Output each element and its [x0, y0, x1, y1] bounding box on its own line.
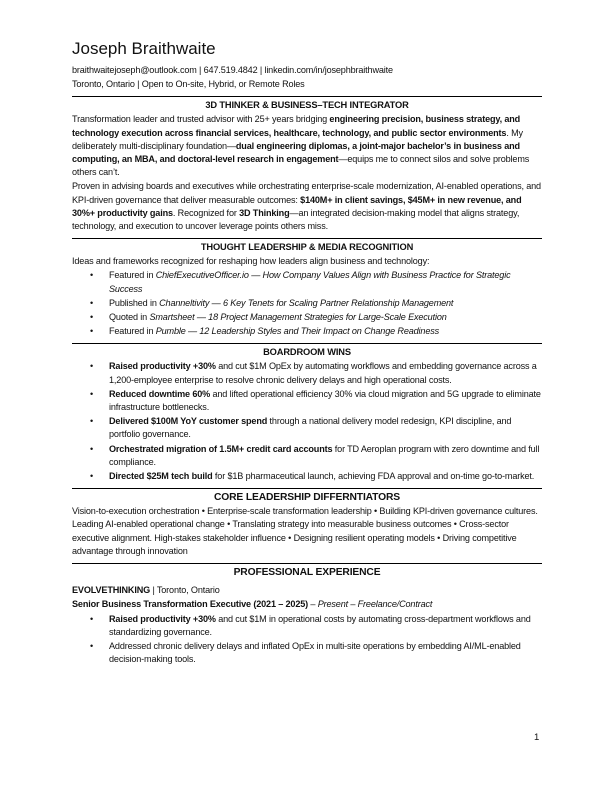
list-item: • Published in Channeltivity — 6 Key Tenets for Scaling Partner Relationship Management: [90, 297, 454, 308]
core-text: Vision-to-execution orchestration • Enterprise-scale transformation leadership • Building KPI-driven governance cultures. Leading AI-enabled operational change • Translating strategy into measurable business outcomes • Cross-sector executive alignment. High-stakes stakeholder influence • Designing resilient operating models • Driving competitive advantage through innovation: [72, 506, 538, 556]
company-line: EVOLVETHINKING | Toronto, Ontario: [72, 585, 220, 596]
divider: [72, 96, 542, 97]
summary-section: [72, 99, 542, 233]
list-item: • Quoted in Smartsheet — 18 Project Management Strategies for Large-Scale Execution: [90, 312, 447, 323]
summary-paragraph-2: Proven in advising boards and executives while orchestrating enterprise-scale modernization, AI-enabled operations, and KPI-driven governance that deliver measurable outcomes: $140M+ in client savings, $45M+ in new revenue, and 30%+ productivity gains. Recognized for 3D Thinking—an integrated decision-making model that aligns strategy, technology, and execution to uncover leverage points others miss.: [72, 181, 541, 232]
experience-section: [72, 566, 542, 666]
divider: [72, 238, 542, 239]
list-item: • Orchestrated migration of 1.5M+ credit card accounts for TD Aeroplan program with zero downtime and full compliance.: [90, 443, 540, 467]
resume-page: [72, 38, 542, 667]
role-line: Senior Business Transformation Executive (2021 – 2025) – Present – Freelance/Contract: [72, 599, 433, 610]
summary-paragraph-1: Transformation leader and trusted advisor with 25+ years bridging engineering precision, business strategy, and technology execution across financial services, healthcare, technology, and public sector environments. My deliberately multi-disciplinary foundation—dual engineering diplomas, a joint-major bachelor’s in business and computing, an MBA, and doctoral-level research in engagement—equips me to connect silos and solve problems others can’t.: [72, 114, 530, 178]
thought-intro: Ideas and frameworks recognized for reshaping how leaders align business and technology:: [72, 256, 430, 267]
candidate-name: Joseph Braithwaite: [72, 39, 216, 58]
list-item: • Addressed chronic delivery delays and inflated OpEx in multi-site operations by embedding AI/ML-enabled decision-making tools.: [90, 640, 521, 665]
list-item: • Delivered $100M YoY customer spend through a national delivery model redesign, KPI discipline, and portfolio governance.: [90, 416, 512, 440]
boardroom-wins-section: [72, 346, 542, 483]
list-item: • Reduced downtime 60% and lifted operational efficiency 30% via cloud migration and 5G upgrade to eliminate infrastructure bottlenecks.: [90, 388, 541, 413]
divider: [72, 343, 542, 344]
wins-heading: BOARDROOM WINS: [263, 347, 351, 358]
list-item: • Raised productivity +30% and cut $1M OpEx by automating workflows and embedding governance across a 1,200-employee enterprise to resolve chronic delivery delays and high operational costs.: [90, 361, 537, 385]
contact-line: braithwaitejoseph@outlook.com | 647.519.4842 | linkedin.com/in/josephbraithwaite: [72, 65, 393, 75]
core-differentiators-section: [72, 491, 542, 558]
experience-heading: PROFESSIONAL EXPERIENCE: [233, 567, 381, 579]
divider: [72, 488, 542, 489]
thought-heading: THOUGHT LEADERSHIP & MEDIA RECOGNITION: [200, 242, 414, 253]
thought-leadership-section: [72, 241, 542, 338]
divider: [72, 563, 542, 564]
list-item: • Featured in ChiefExecutiveOfficer.io — How Company Values Align with Business Practice for Strategic Success: [90, 270, 511, 294]
list-item: • Raised productivity +30% and cut $1M in operational costs by automating cross-department workflows and standardizing governance.: [90, 613, 531, 637]
page-number: 1: [534, 732, 540, 743]
core-heading: CORE LEADERSHIP DIFFERNTIATORS: [213, 492, 400, 504]
list-item: • Directed $25M tech build for $1B pharmaceutical launch, achieving FDA approval and on-time go-to-market.: [90, 471, 535, 482]
location-line: Toronto, Ontario | Open to On-site, Hybrid, or Remote Roles: [72, 79, 305, 90]
list-item: • Featured in Pumble — 12 Leadership Styles and Their Impact on Change Readiness: [90, 326, 440, 337]
summary-heading: 3D THINKER & BUSINESS–TECH INTEGRATOR: [205, 100, 409, 111]
